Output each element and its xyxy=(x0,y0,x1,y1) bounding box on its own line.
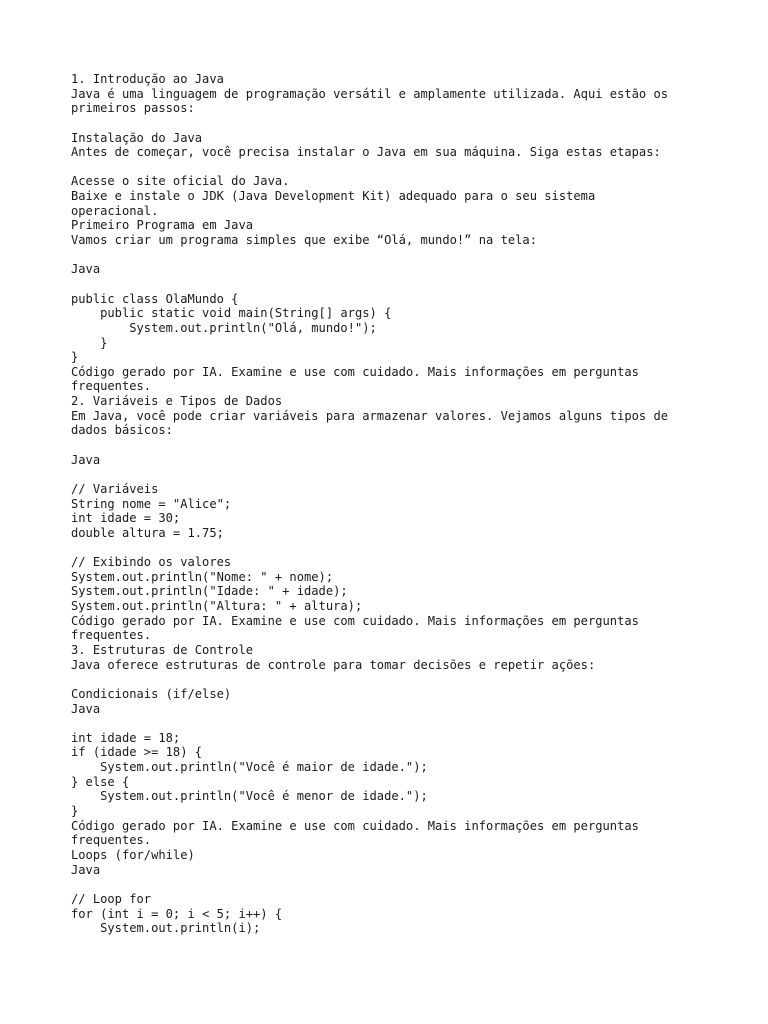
text-line: dados básicos: xyxy=(71,423,173,438)
text-line: 3. Estruturas de Controle xyxy=(71,642,254,657)
text-line: Primeiro Programa em Java xyxy=(71,218,254,233)
text-line: System.out.println("Nome: " + nome); xyxy=(71,569,334,584)
text-line: } xyxy=(71,350,79,365)
text-line: 1. Introdução ao Java xyxy=(71,72,224,86)
text-line: Código gerado por IA. Examine e use com cuidado. Mais informações em perguntas xyxy=(71,364,639,379)
blank-line xyxy=(71,160,711,175)
text-line: String nome = "Alice"; xyxy=(71,496,232,511)
text-line: if (idade >= 18) { xyxy=(71,745,203,760)
text-line: System.out.println("Altura: " + altura); xyxy=(71,599,363,614)
text-line: System.out.println("Você é maior de idade."); xyxy=(71,760,428,775)
blank-line xyxy=(71,248,711,263)
text-line: double altura = 1.75; xyxy=(71,525,224,540)
text-line: System.out.println("Idade: " + idade); xyxy=(71,584,348,599)
document-page xyxy=(71,72,711,936)
blank-line xyxy=(71,877,711,892)
text-line: Condicionais (if/else) xyxy=(71,686,232,701)
text-line: primeiros passos: xyxy=(71,101,195,116)
text-line: Instalação do Java xyxy=(71,130,203,145)
text-line: Vamos criar um programa simples que exibe “Olá, mundo!” na tela: xyxy=(71,233,537,248)
text-line: 2. Variáveis e Tipos de Dados xyxy=(71,394,283,409)
blank-line xyxy=(71,467,711,482)
text-line: Código gerado por IA. Examine e use com cuidado. Mais informações em perguntas xyxy=(71,613,639,628)
text-line: System.out.println("Você é menor de idade."); xyxy=(71,789,428,804)
text-line: Código gerado por IA. Examine e use com cuidado. Mais informações em perguntas xyxy=(71,818,639,833)
text-line: Baixe e instale o JDK (Java Development Kit) adequado para o seu sistema xyxy=(71,189,596,204)
text-line: int idade = 18; xyxy=(71,730,181,745)
blank-line xyxy=(71,116,711,131)
text-line: Java oferece estruturas de controle para tomar decisões e repetir ações: xyxy=(71,657,596,672)
blank-line xyxy=(71,672,711,687)
text-line: // Loop for xyxy=(71,891,152,906)
text-line: int idade = 30; xyxy=(71,511,181,526)
blank-line xyxy=(71,716,711,731)
text-line: Java xyxy=(71,262,101,277)
blank-line xyxy=(71,438,711,453)
text-line: Acesse o site oficial do Java. xyxy=(71,174,290,189)
blank-line xyxy=(71,277,711,292)
text-line: Loops (for/while) xyxy=(71,847,195,862)
text-line: Java é uma linguagem de programação versátil e amplamente utilizada. Aqui estão os xyxy=(71,86,669,101)
text-line: } xyxy=(71,335,108,350)
blank-line xyxy=(71,541,711,556)
text-line: System.out.println(i); xyxy=(71,921,261,936)
text-line: } xyxy=(71,804,79,819)
text-line: frequentes. xyxy=(71,628,152,643)
text-line: Antes de começar, você precisa instalar o Java em sua máquina. Siga estas etapas: xyxy=(71,145,661,160)
text-line: System.out.println("Olá, mundo!"); xyxy=(71,320,377,335)
text-line: frequentes. xyxy=(71,833,152,848)
text-line: public class OlaMundo { xyxy=(71,291,239,306)
text-line: public static void main(String[] args) { xyxy=(71,306,392,321)
text-line: Java xyxy=(71,452,101,467)
text-line: } else { xyxy=(71,774,130,789)
text-line: frequentes. xyxy=(71,379,152,394)
text-line: // Variáveis xyxy=(71,481,159,496)
text-line: operacional. xyxy=(71,203,159,218)
text-line: Java xyxy=(71,701,101,716)
text-line: Java xyxy=(71,862,101,877)
text-line: Em Java, você pode criar variáveis para armazenar valores. Vejamos alguns tipos de xyxy=(71,408,669,423)
text-line: for (int i = 0; i < 5; i++) { xyxy=(71,906,283,921)
text-line: // Exibindo os valores xyxy=(71,555,232,570)
